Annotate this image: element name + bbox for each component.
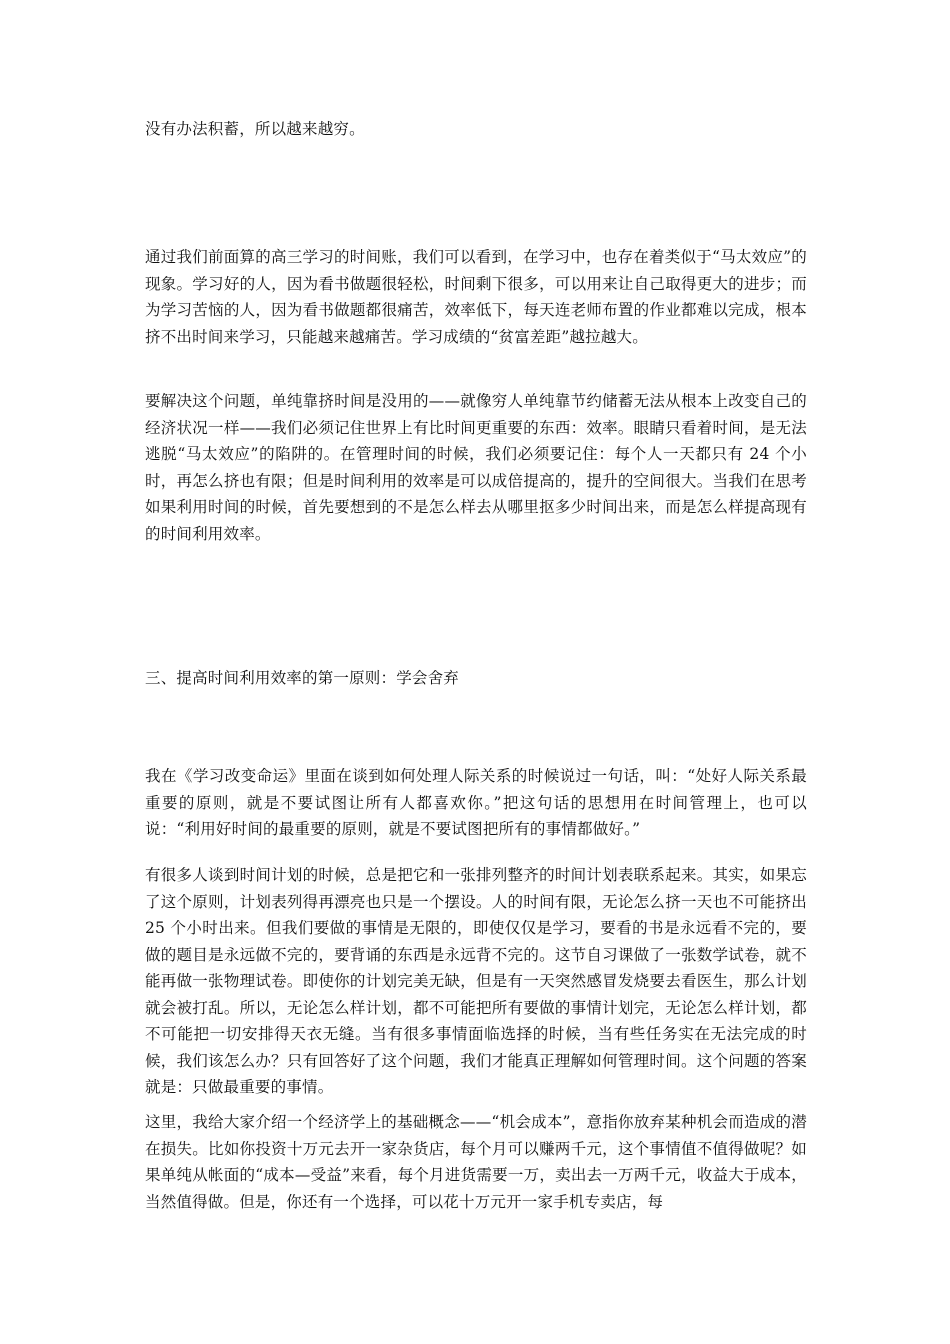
paragraph-5: 有很多人谈到时间计划的时候，总是把它和一张排列整齐的时间计划表联系起来。其实，如果忘了这个原则，计划表列得再漂亮也只是一个摆设。人的时间有限，无论怎么挤一天也不可能挤出 25 个小时出来。但我们要做的事情是无限的，即使仅仅是学习，要看的书是永远看不完的，要做的题目是永远做不完的，要背诵的东西是永远背不完的。这节自习课做了一张数学试卷，就不能再做一张物理试卷。即使你的计划完美无缺，但是有一天突然感冒发烧要去看医生，那么计划就会被打乱。所以，无论怎么样计划，都不可能把所有要做的事情计划完，无论怎么样计划，都不可能把一切安排得天衣无缝。当有很多事情面临选择的时候，当有些任务实在无法完成的时候，我们该怎么办？只有回答好了这个问题，我们才能真正理解如何管理时间。这个问题的答案就是：只做最重要的事情。 bbox=[145, 866, 807, 1096]
paragraph-1: 没有办法积蓄，所以越来越穷。 bbox=[145, 120, 365, 138]
section-heading: 三、提高时间利用效率的第一原则：学会舍弃 bbox=[145, 669, 460, 687]
paragraph-6: 这里，我给大家介绍一个经济学上的基础概念——“机会成本”，意指你放弃某种机会而造成的潜在损失。比如你投资十万元去开一家杂货店，每个月可以赚两千元，这个事情值不值得做呢？如果单纯从帐面的“成本—受益”来看，每个月进货需要一万，卖出去一万两千元，收益大于成本，当然值得做。但是，你还有一个选择，可以花十万元开一家手机专卖店，每 bbox=[145, 1113, 807, 1211]
paragraph-3: 要解决这个问题，单纯靠挤时间是没用的——就像穷人单纯靠节约储蓄无法从根本上改变自己的经济状况一样——我们必须记住世界上有比时间更重要的东西：效率。眼睛只看着时间，是无法逃脱“马太效应”的陷阱的。在管理时间的时候，我们必须要记住：每个人一天都只有 24 个小时，再怎么挤也有限；但是时间利用的效率是可以成倍提高的，提升的空间很大。当我们在思考如果利用时间的时候，首先要想到的不是怎么样去从哪里抠多少时间出来，而是怎么样提高现有的时间利用效率。 bbox=[145, 392, 807, 543]
paragraph-2: 通过我们前面算的高三学习的时间账，我们可以看到，在学习中，也存在着类似于“马太效应”的现象。学习好的人，因为看书做题很轻松，时间剩下很多，可以用来让自己取得更大的进步；而为学习苦恼的人，因为看书做题都很痛苦，效率低下，每天连老师布置的作业都难以完成，根本挤不出时间来学习，只能越来越痛苦。学习成绩的“贫富差距”越拉越大。 bbox=[145, 248, 807, 346]
paragraph-4: 我在《学习改变命运》里面在谈到如何处理人际关系的时候说过一句话，叫：“处好人际关系最重要的原则，就是不要试图让所有人都喜欢你。”把这句话的思想用在时间管理上，也可以说：“利用好时间的最重要的原则，就是不要试图把所有的事情都做好。” bbox=[145, 767, 807, 838]
